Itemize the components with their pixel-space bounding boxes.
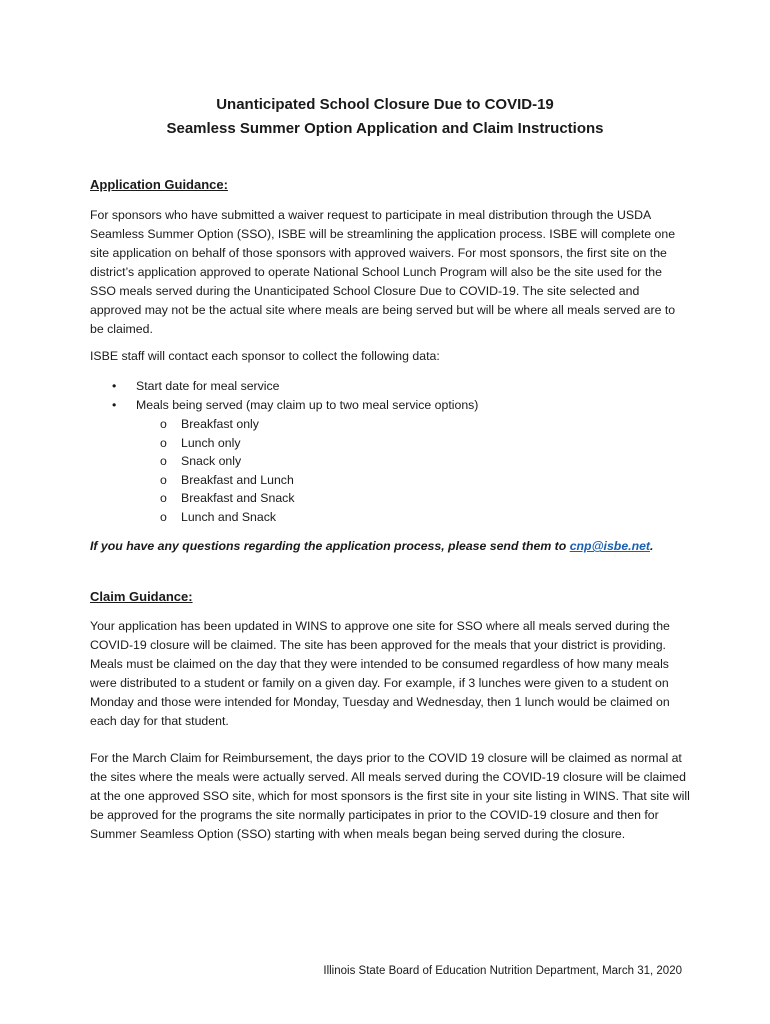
list-item-text: Breakfast only — [181, 417, 259, 431]
list-item — [160, 508, 560, 527]
list-item — [160, 452, 560, 471]
contact-email-link[interactable]: cnp@isbe.net — [569, 539, 651, 553]
list-item-text: Start date for meal service — [136, 379, 280, 393]
claim-guidance-paragraph-1: Your application has been updated in WINS to approve one site for SSO where all meals served during the COVID-19 closure will be claimed. The site has been approved for the meals that your district is providing. Meals must be claimed on the day that they were intended to be consumed regardless of how many meals were distributed to a student or family on a given day. For example, if 3 lunches were given to a student on Monday and those were intended for Monday, Tuesday and Wednesday, then 1 lunch would be claimed on each day for that student. — [90, 619, 670, 728]
list-item-text: Breakfast and Snack — [181, 491, 295, 506]
application-guidance-paragraph-1: For sponsors who have submitted a waiver request to participate in meal distribution through the USDA Seamless Summer Option (SSO), ISBE will be streamlining the application process. ISBE will complete one site application on behalf of those sponsors with approved waivers. For most sponsors, the first site on the district’s application approved to operate National School Lunch Program will also be the site used for the SSO meals served during the Unanticipated School Closure Due to COVID-19. The site selected and approved may not be the actual site where meals are being served but will be where all meals served are to be claimed. — [90, 208, 676, 336]
list-item — [160, 471, 560, 490]
list-item-text: Snack only — [181, 454, 242, 469]
questions-note-text: If you have any questions regarding the application process, please send them to — [90, 539, 570, 553]
bullet-marker: • — [112, 398, 117, 412]
application-guidance-heading: Application Guidance: — [90, 177, 228, 192]
questions-note-end: . — [650, 539, 654, 553]
sub-bullet-marker: o — [160, 472, 167, 487]
data-items-list — [90, 377, 690, 415]
application-guidance-paragraph-2: ISBE staff will contact each sponsor to collect the following data: — [90, 349, 440, 363]
claim-guidance-heading: Claim Guidance: — [90, 589, 193, 604]
sub-bullet-marker: o — [160, 509, 167, 524]
document-title-line1: Unanticipated School Closure Due to COVID-19 — [216, 96, 554, 113]
list-item — [160, 489, 560, 508]
list-item — [160, 434, 560, 453]
list-item-text: Lunch and Snack — [181, 509, 277, 524]
document-title-line2: Seamless Summer Option Application and Claim Instructions — [166, 120, 604, 137]
list-item — [90, 396, 690, 415]
list-item — [160, 415, 560, 434]
questions-note — [90, 537, 710, 556]
claim-guidance-paragraph-2: For the March Claim for Reimbursement, the days prior to the COVID 19 closure will be claimed as normal at the sites where the meals were actually served. All meals served during the COVID-19 closure will be claimed at the one approved SSO site, which for most sponsors is the first site in your site listing in WINS. That site will be approved for the programs the site normally participates in prior to the COVID-19 closure and then for Summer Seamless Option (SSO) starting with when meals began being served during the closure. — [90, 751, 690, 841]
sub-bullet-marker: o — [160, 435, 167, 450]
list-item-text: Lunch only — [181, 435, 241, 450]
list-item-text: Breakfast and Lunch — [181, 472, 294, 487]
sub-bullet-marker: o — [160, 454, 167, 469]
document-footer: Illinois State Board of Education Nutrition Department, March 31, 2020 — [323, 965, 682, 977]
list-item — [90, 377, 690, 396]
list-item-text: Meals being served (may claim up to two meal service options) — [136, 398, 479, 412]
bullet-marker: • — [112, 379, 117, 393]
sub-bullet-marker: o — [160, 491, 167, 506]
sub-bullet-marker: o — [160, 417, 167, 431]
meal-options-list — [160, 415, 560, 527]
